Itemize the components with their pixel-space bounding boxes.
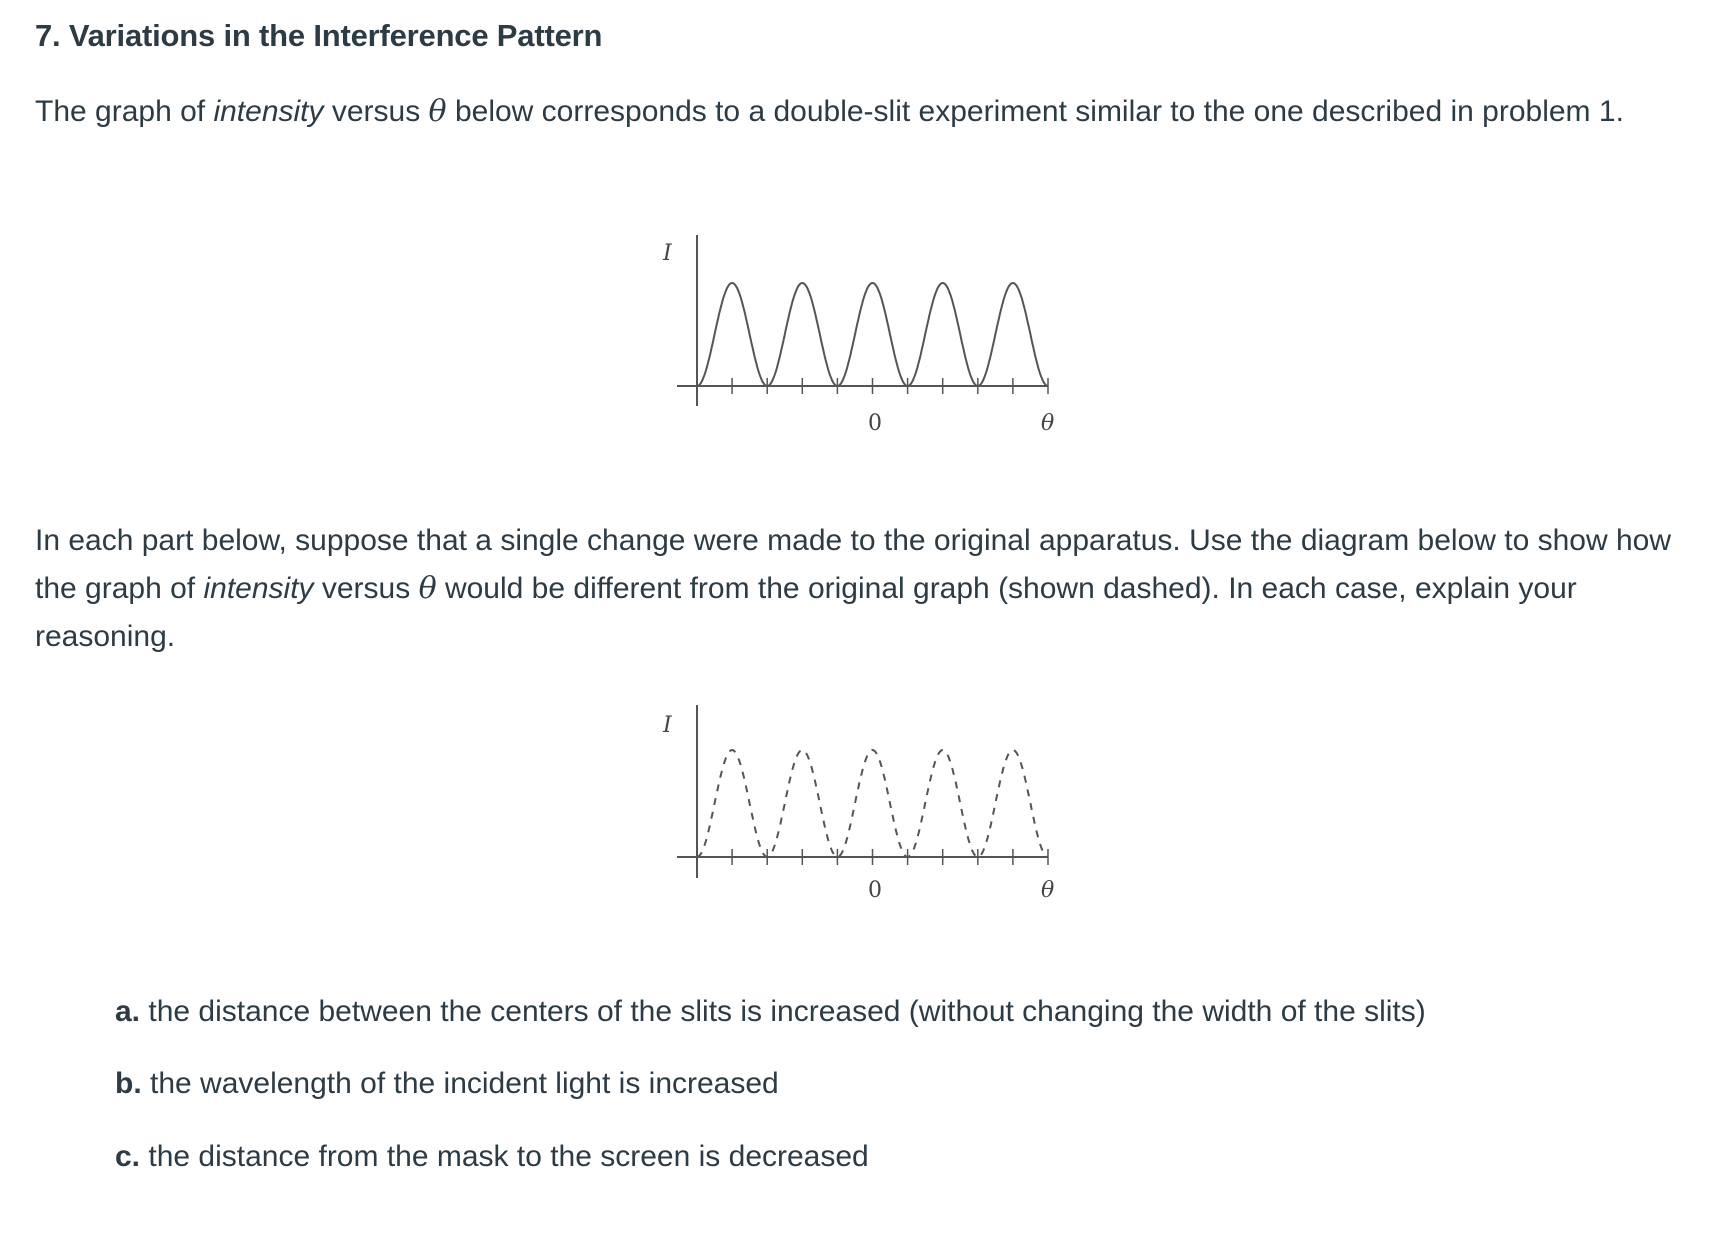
part-a-text: the distance between the centers of the slits is increased (without changing the width of the slits) <box>140 995 1426 1028</box>
part-c-letter: c. <box>115 1140 141 1173</box>
part-b-text: the wavelength of the incident light is increased <box>141 1067 779 1100</box>
original-intensity-graph <box>662 235 1054 436</box>
instr-text-1: In each part below, suppose that a single change were made to the original apparatus. Use the diagram below to show how the graph of <box>35 524 1672 605</box>
intro-text-1: The graph of <box>35 95 214 128</box>
intro-problem-ref: 1 <box>1598 95 1616 128</box>
intro-text-3: below corresponds to a double-slit experiment similar to the one described in problem <box>446 95 1599 128</box>
part-a <box>115 995 1675 1029</box>
part-c <box>115 1140 1675 1174</box>
graph2-intensity-curve-dashed <box>697 750 1048 857</box>
graph2-x-tick-zero: 0 <box>868 878 882 903</box>
dashed-intensity-graph <box>662 705 1054 903</box>
intro-text-2: versus <box>323 95 429 128</box>
instr-text-3: would be different from the original graph (shown dashed). In each case, explain your reasoning. <box>35 572 1577 653</box>
page-title: 7. Variations in the Interference Pattern <box>35 18 603 53</box>
graph2-x-label: θ <box>1041 878 1055 903</box>
instructions-paragraph <box>35 517 1695 661</box>
instr-theta-symbol: θ <box>418 571 437 606</box>
intro-theta-symbol: θ <box>428 94 447 129</box>
graph1-intensity-curve <box>697 283 1048 386</box>
part-a-letter: a. <box>115 995 141 1028</box>
part-c-text: the distance from the mask to the screen is decreased <box>140 1140 869 1173</box>
graph1-x-tick-zero: 0 <box>868 411 882 436</box>
part-b <box>115 1067 1675 1101</box>
instr-text-2: versus <box>313 572 419 605</box>
intro-text-4: . <box>1615 95 1624 128</box>
graph2-y-label: I <box>663 713 672 738</box>
graph1-x-label: θ <box>1041 411 1055 436</box>
part-b-letter: b. <box>115 1067 142 1100</box>
graph1-y-label: I <box>663 241 672 266</box>
instr-italic-intensity: intensity <box>203 572 314 605</box>
intro-italic-intensity: intensity <box>213 95 324 128</box>
